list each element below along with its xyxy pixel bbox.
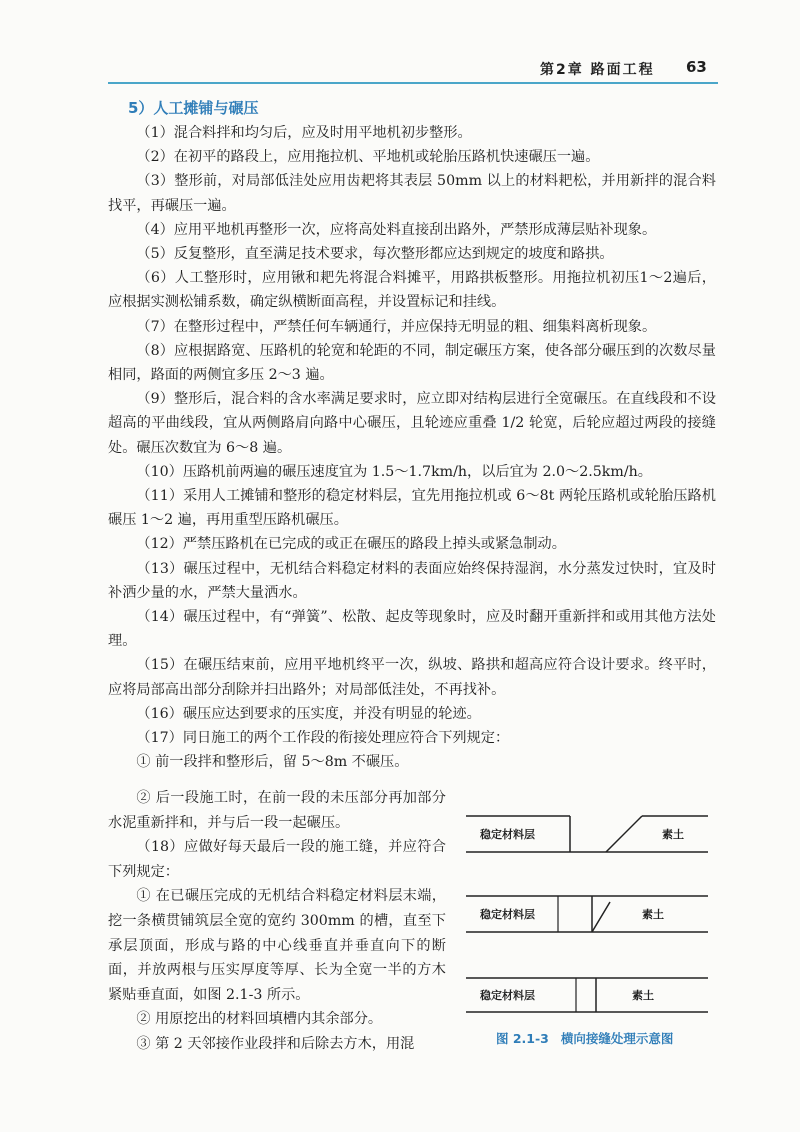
section-title: 5）人工摊铺与碾压 bbox=[128, 99, 259, 117]
page-header bbox=[0, 52, 800, 84]
joint-diagram bbox=[466, 806, 708, 1056]
paragraph: ③ 第 2 天邻接作业段拌和后除去方木，用混 bbox=[136, 1035, 415, 1052]
joint-stage-1 bbox=[466, 816, 708, 852]
joint-stage-2 bbox=[466, 896, 708, 932]
paragraph: （18）应做好每天最后一段的施工缝，并应符合下列规定： bbox=[108, 839, 446, 880]
paragraph: （7）在整形过程中，严禁任何车辆通行，并应保持无明显的粗、细集料离析现象。 bbox=[136, 318, 657, 335]
label-stabilized: 稳定材料层 bbox=[480, 989, 535, 1002]
paragraph: （5）反复整形，直至满足技术要求，每次整形都应达到规定的坡度和路拱。 bbox=[136, 246, 614, 263]
joint-stage-3 bbox=[466, 978, 708, 1012]
label-soil: 素土 bbox=[662, 828, 684, 841]
page-number: 63 bbox=[686, 58, 707, 76]
paragraph: （12）严禁压路机在已完成的或正在碾压的路段上掉头或紧急制动。 bbox=[136, 536, 566, 553]
lower-text bbox=[108, 786, 446, 1057]
slope-line bbox=[606, 816, 642, 852]
label-stabilized: 稳定材料层 bbox=[480, 908, 535, 921]
header-rule bbox=[108, 82, 718, 84]
paragraph: （3）整形前，对局部低洼处应用齿耙将其表层 50mm 以上的材料耙松，并用新拌的混合料找平，再碾压一遍。 bbox=[108, 173, 716, 214]
paragraph: （15）在碾压结束前，应用平地机终平一次，纵坡、路拱和超高应符合设计要求。终平时，应将局部高出部分刮除并扫出路外；对局部低洼处，不再找补。 bbox=[108, 657, 716, 698]
label-soil: 素土 bbox=[642, 908, 664, 921]
paragraph: （8）应根据路宽、压路机的轮宽和轮距的不同，制定碾压方案，使各部分碾压到的次数尽量相同，路面的两侧宜多压 2～3 遍。 bbox=[108, 342, 716, 384]
paragraph: （4）应用平地机再整形一次，应将高处料直接刮出路外，严禁形成薄层贴补现象。 bbox=[136, 221, 657, 238]
figure-number: 图 2.1-3 bbox=[496, 1031, 549, 1046]
label-stabilized: 稳定材料层 bbox=[480, 828, 535, 841]
chapter-title: 第2章 路面工程 bbox=[540, 62, 655, 78]
paragraph: ① 在已碾压完成的无机结合料稳定材料层末端，挖一条横贯铺筑层全宽的宽约 300mm 的槽，直至下承层顶面，形成与路的中心线垂直并垂直向下的断面，并放两根与压实厚度等厚、长为全宽一半的方木紧贴垂直面，如图 2.1-3 所示。 bbox=[108, 888, 446, 1003]
figure-title: 横向接缝处理示意图 bbox=[560, 1031, 674, 1046]
groove-slope bbox=[592, 902, 610, 932]
paragraph: ② 用原挖出的材料回填槽内其余部分。 bbox=[136, 1011, 383, 1028]
paragraph: （17）同日施工的两个工作段的衔接处理应符合下列规定： bbox=[136, 730, 510, 747]
joint-diagram-svg bbox=[466, 806, 708, 1026]
label-soil: 素土 bbox=[632, 989, 654, 1002]
paragraph: （6）人工整形时，应用锹和耙先将混合料摊平，用路拱板整形。用拖拉机初压1～2遍后，应根据实测松铺系数，确定纵横断面高程，并设置标记和挂线。 bbox=[108, 270, 716, 311]
paragraph: （2）在初平的路段上，应用拖拉机、平地机或轮胎压路机快速碾压一遍。 bbox=[136, 149, 600, 166]
figure-caption bbox=[496, 1029, 685, 1047]
paragraph: ② 后一段施工时，在前一段的未压部分再加部分水泥重新拌和，并与后一段一起碾压。 bbox=[108, 790, 446, 831]
paragraph: （10）压路机前两遍的碾压速度宜为 1.5～1.7km/h，以后宜为 2.0～2.5km/h。 bbox=[136, 463, 652, 480]
paragraph: （9）整形后，混合料的含水率满足要求时，应立即对结构层进行全宽碾压。在直线段和不设超高的平曲线段，宜从两侧路肩向路中心碾压，且轮迹应重叠 1/2 轮宽，后轮应超过两段的接缝处。碾压次数宜为 6～8 遍。 bbox=[108, 391, 716, 456]
main-text bbox=[108, 121, 716, 774]
paragraph: （13）碾压过程中，无机结合料稳定材料的表面应始终保持湿润，水分蒸发过快时，宜及时补洒少量的水，严禁大量洒水。 bbox=[108, 560, 716, 601]
paragraph: （16）碾压应达到要求的压实度，并没有明显的轮迹。 bbox=[136, 705, 481, 722]
paragraph: （14）碾压过程中，有“弹簧”、松散、起皮等现象时，应及时翻开重新拌和或用其他方法处理。 bbox=[108, 609, 716, 650]
paragraph: （1）混合料拌和均匀后，应及时用平地机初步整形。 bbox=[136, 125, 472, 141]
paragraph: ① 前一段拌和整形后，留 5～8m 不碾压。 bbox=[136, 754, 409, 771]
paragraph: （11）采用人工摊铺和整形的稳定材料层，宜先用拖拉机或 6～8t 两轮压路机或轮胎压路机碾压 1～2 遍，再用重型压路机碾压。 bbox=[108, 488, 716, 529]
